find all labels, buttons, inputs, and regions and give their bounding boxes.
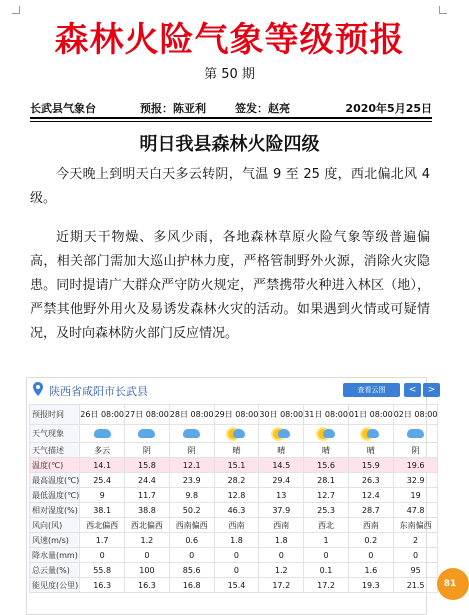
- table-cell: 30日 08:00: [259, 405, 304, 425]
- paragraph-advice: 近期天干物燥、多风少雨，各地森林草原火险气象等级普遍偏高，相关部门需加大巡山护林力度，严格管制野外火源，消除火灾隐患。同时提请广大群众严守防火规定，严禁携带火种进入林区（地），严禁其他野外用火及易诱发森林火灾的活动。如果遇到火情或可疑情况，及时向森林防火部门反应情况。: [30, 230, 430, 341]
- table-cell: 晴: [214, 443, 259, 458]
- table-row: [30, 563, 438, 578]
- row-label: 温度(℃): [30, 458, 80, 473]
- cloud-icon: [278, 429, 290, 438]
- table-cell: 西南: [348, 518, 393, 533]
- table-cell: 0: [80, 548, 125, 563]
- paragraph-forecast: 今天晚上到明天白天多云转阴，气温 9 至 25 度，西北偏北风 4 级。: [30, 167, 430, 206]
- table-cell: 1.8: [214, 533, 259, 548]
- table-cell: 0.2: [348, 533, 393, 548]
- issue-date: 2020年5月25日: [345, 102, 432, 115]
- table-cell: 16.8: [169, 578, 214, 593]
- table-cell: 阴: [125, 443, 170, 458]
- table-cell: 15.4: [214, 578, 259, 593]
- cloud-icon: [323, 429, 335, 438]
- prev-arrow-button[interactable]: <: [404, 383, 421, 397]
- weather-icon-cell: [393, 425, 438, 443]
- row-label: 能见度(公里): [30, 578, 80, 593]
- cloud-icon: [94, 429, 111, 438]
- table-cell: 01日 08:00: [348, 405, 393, 425]
- agency-name: 长武县气象台: [30, 102, 96, 115]
- table-cell: 85.6: [169, 563, 214, 578]
- table-cell: 38.8: [125, 503, 170, 518]
- location-label: 陕西省咸阳市长武县: [49, 385, 148, 398]
- table-cell: 31日 08:00: [304, 405, 349, 425]
- table-cell: 0: [348, 548, 393, 563]
- weather-widget: [26, 377, 457, 615]
- table-row: [30, 488, 438, 503]
- table-cell: 1.7: [80, 533, 125, 548]
- table-cell: 47.8: [393, 503, 438, 518]
- table-cell: 15.8: [125, 458, 170, 473]
- location-pin-icon: [33, 382, 43, 396]
- widget-header: [27, 378, 436, 402]
- table-cell: 11.7: [125, 488, 170, 503]
- table-cell: 26日 08:00: [80, 405, 125, 425]
- table-cell: 1.8: [259, 533, 304, 548]
- table-cell: 25.3: [304, 503, 349, 518]
- headline: 明日我县森林火险四级: [139, 134, 320, 155]
- table-cell: 50.2: [169, 503, 214, 518]
- table-cell: 17.2: [259, 578, 304, 593]
- weather-icon-cell: [304, 425, 349, 443]
- cloud-icon: [233, 429, 245, 438]
- table-row: [30, 443, 438, 458]
- table-cell: 23.9: [169, 473, 214, 488]
- table-cell: 27日 08:00: [125, 405, 170, 425]
- table-cell: 46.3: [214, 503, 259, 518]
- meta-line: [30, 100, 432, 118]
- table-cell: 0: [169, 548, 214, 563]
- table-cell: 东南偏西: [393, 518, 438, 533]
- row-label: 总云量(%): [30, 563, 80, 578]
- page-title: 森林火险气象等级预报: [54, 20, 405, 60]
- table-cell: 15.6: [304, 458, 349, 473]
- table-cell: 1: [304, 533, 349, 548]
- table-cell: 1.6: [348, 563, 393, 578]
- row-label: 预报时间: [30, 405, 80, 425]
- row-label: 天气描述: [30, 443, 80, 458]
- table-cell: 9: [80, 488, 125, 503]
- table-row: [30, 533, 438, 548]
- table-cell: 24.4: [125, 473, 170, 488]
- cloud-icon: [183, 429, 200, 438]
- table-cell: 西南: [259, 518, 304, 533]
- table-row: [30, 548, 438, 563]
- table-cell: 晴: [259, 443, 304, 458]
- cloud-icon: [138, 429, 155, 438]
- table-cell: 14.1: [80, 458, 125, 473]
- weather-icon-cell: [80, 425, 125, 443]
- table-cell: 16.3: [125, 578, 170, 593]
- table-cell: 晴: [348, 443, 393, 458]
- table-cell: 100: [125, 563, 170, 578]
- header-rule-thin: [30, 121, 432, 122]
- table-row: [30, 425, 438, 443]
- table-cell: 19: [393, 488, 438, 503]
- cloud-map-button[interactable]: 查看云图: [343, 383, 400, 397]
- table-row: [30, 578, 438, 593]
- floating-badge[interactable]: 81: [437, 568, 469, 600]
- header-rule-thick: [30, 117, 432, 119]
- cloud-icon: [407, 429, 424, 438]
- table-cell: 西南偏西: [169, 518, 214, 533]
- table-cell: 12.4: [348, 488, 393, 503]
- table-cell: 21.5: [393, 578, 438, 593]
- table-cell: 14.5: [259, 458, 304, 473]
- table-cell: 32.9: [393, 473, 438, 488]
- table-cell: 16.3: [80, 578, 125, 593]
- table-cell: 19.3: [348, 578, 393, 593]
- table-cell: 37.9: [259, 503, 304, 518]
- table-cell: 12.7: [304, 488, 349, 503]
- table-cell: 26.3: [348, 473, 393, 488]
- table-cell: 02日 08:00: [393, 405, 438, 425]
- table-cell: 38.1: [80, 503, 125, 518]
- row-label: 风向(风): [30, 518, 80, 533]
- table-cell: 13: [259, 488, 304, 503]
- table-cell: 55.8: [80, 563, 125, 578]
- weather-icon-cell: [259, 425, 304, 443]
- table-cell: 25.4: [80, 473, 125, 488]
- table-row: [30, 458, 438, 473]
- table-cell: 29日 08:00: [214, 405, 259, 425]
- row-label: 天气现象: [30, 425, 80, 443]
- table-cell: 0.6: [169, 533, 214, 548]
- forecast-table: [29, 404, 438, 593]
- table-cell: 29.4: [259, 473, 304, 488]
- table-cell: 0: [304, 548, 349, 563]
- table-cell: 95: [393, 563, 438, 578]
- row-label: 最低温度(℃): [30, 488, 80, 503]
- table-cell: 28日 08:00: [169, 405, 214, 425]
- issuer: 签发：赵亮: [235, 102, 290, 115]
- table-cell: 晴: [304, 443, 349, 458]
- table-cell: 1.2: [259, 563, 304, 578]
- table-cell: 西北: [304, 518, 349, 533]
- table-cell: 12.8: [214, 488, 259, 503]
- table-cell: 阴: [393, 443, 438, 458]
- table-cell: 28.7: [348, 503, 393, 518]
- table-cell: 西北偏西: [80, 518, 125, 533]
- table-row: [30, 473, 438, 488]
- preparer: 预报：陈亚利: [140, 102, 206, 115]
- table-cell: 9.8: [169, 488, 214, 503]
- table-cell: 西北偏西: [125, 518, 170, 533]
- weather-icon-cell: [214, 425, 259, 443]
- table-cell: 12.1: [169, 458, 214, 473]
- table-cell: 0: [393, 548, 438, 563]
- table-cell: 15.9: [348, 458, 393, 473]
- table-cell: 28.2: [214, 473, 259, 488]
- table-cell: 28.1: [304, 473, 349, 488]
- weather-icon-cell: [348, 425, 393, 443]
- row-label: 风速(m/s): [30, 533, 80, 548]
- weather-icon-cell: [125, 425, 170, 443]
- cloud-icon: [367, 429, 379, 438]
- table-cell: 0: [214, 563, 259, 578]
- table-cell: 阴: [169, 443, 214, 458]
- next-arrow-button[interactable]: >: [423, 383, 440, 397]
- row-label: 相对湿度(%): [30, 503, 80, 518]
- table-cell: 西南: [214, 518, 259, 533]
- table-cell: 多云: [80, 443, 125, 458]
- table-cell: 2: [393, 533, 438, 548]
- table-row: [30, 503, 438, 518]
- weather-icon-cell: [169, 425, 214, 443]
- table-cell: 0: [125, 548, 170, 563]
- table-cell: 1.2: [125, 533, 170, 548]
- table-cell: 17.2: [304, 578, 349, 593]
- table-cell: 19.6: [393, 458, 438, 473]
- row-label: 降水量(mm): [30, 548, 80, 563]
- table-row: [30, 405, 438, 425]
- table-row: [30, 518, 438, 533]
- issue-number: 第 50 期: [204, 67, 255, 82]
- table-cell: 0.1: [304, 563, 349, 578]
- row-label: 最高温度(℃): [30, 473, 80, 488]
- table-cell: 0: [214, 548, 259, 563]
- table-cell: 15.1: [214, 458, 259, 473]
- table-cell: 0: [259, 548, 304, 563]
